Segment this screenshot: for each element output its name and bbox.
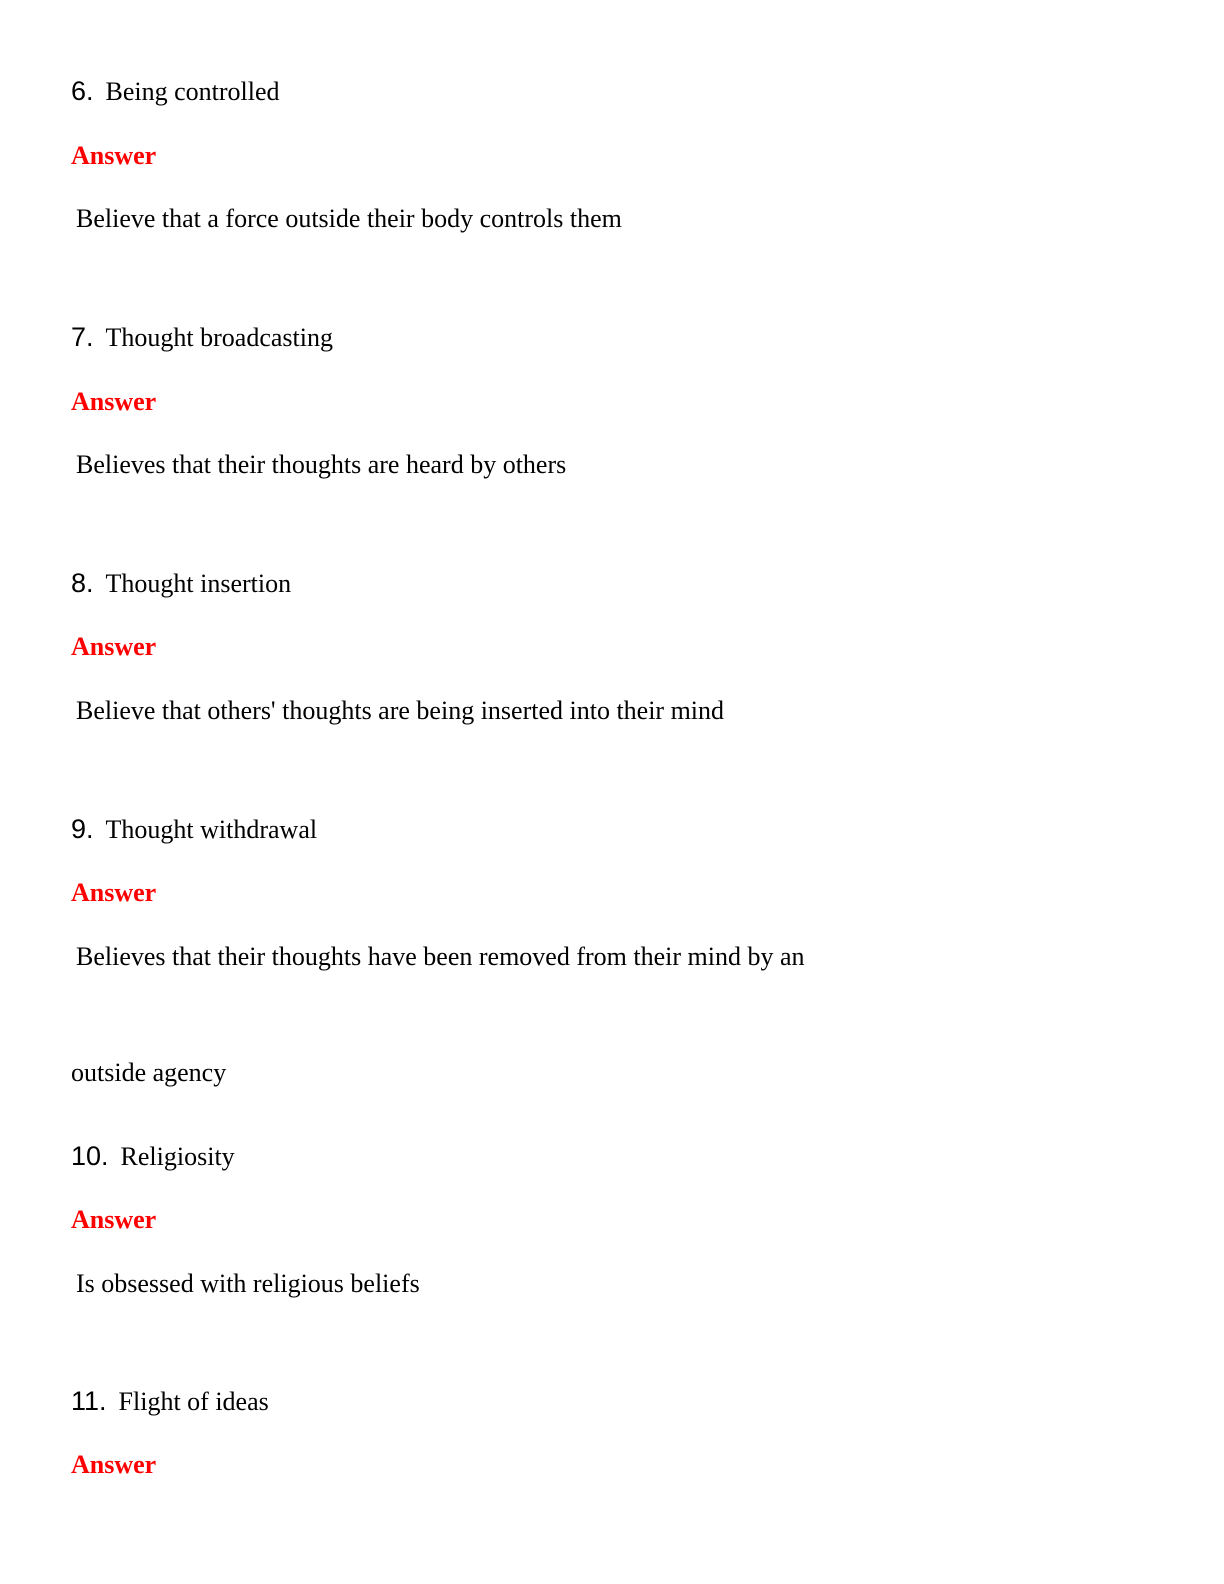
question-term: Thought withdrawal bbox=[105, 815, 318, 844]
question-8 bbox=[71, 570, 291, 597]
question-10 bbox=[71, 1143, 235, 1170]
question-number: 7. bbox=[71, 322, 94, 352]
answer-label: Answer bbox=[71, 632, 157, 661]
question-number: 8. bbox=[71, 568, 94, 598]
question-term: Thought insertion bbox=[105, 569, 292, 598]
question-number: 10. bbox=[71, 1141, 109, 1171]
question-term: Flight of ideas bbox=[118, 1387, 269, 1416]
answer-text: Believe that others' thoughts are being inserted into their mind bbox=[76, 696, 725, 725]
answer-label: Answer bbox=[71, 387, 157, 416]
answer-text: Believes that their thoughts are heard by others bbox=[76, 450, 567, 479]
answer-continuation: outside agency bbox=[71, 1058, 227, 1087]
answer-label: Answer bbox=[71, 878, 157, 907]
question-7 bbox=[71, 324, 333, 351]
answer-text: Believe that a force outside their body controls them bbox=[76, 204, 622, 233]
question-number: 6. bbox=[71, 76, 94, 106]
question-6 bbox=[71, 78, 280, 105]
question-9 bbox=[71, 816, 317, 843]
answer-label: Answer bbox=[71, 1205, 157, 1234]
question-term: Being controlled bbox=[105, 77, 280, 106]
answer-text: Is obsessed with religious beliefs bbox=[76, 1269, 420, 1298]
question-number: 11. bbox=[71, 1386, 107, 1416]
answer-text: Believes that their thoughts have been removed from their mind by an bbox=[76, 942, 805, 971]
question-number: 9. bbox=[71, 814, 94, 844]
question-term: Thought broadcasting bbox=[105, 323, 333, 352]
question-11 bbox=[71, 1388, 269, 1415]
answer-label: Answer bbox=[71, 141, 157, 170]
question-term: Religiosity bbox=[120, 1142, 235, 1171]
answer-label: Answer bbox=[71, 1450, 157, 1479]
